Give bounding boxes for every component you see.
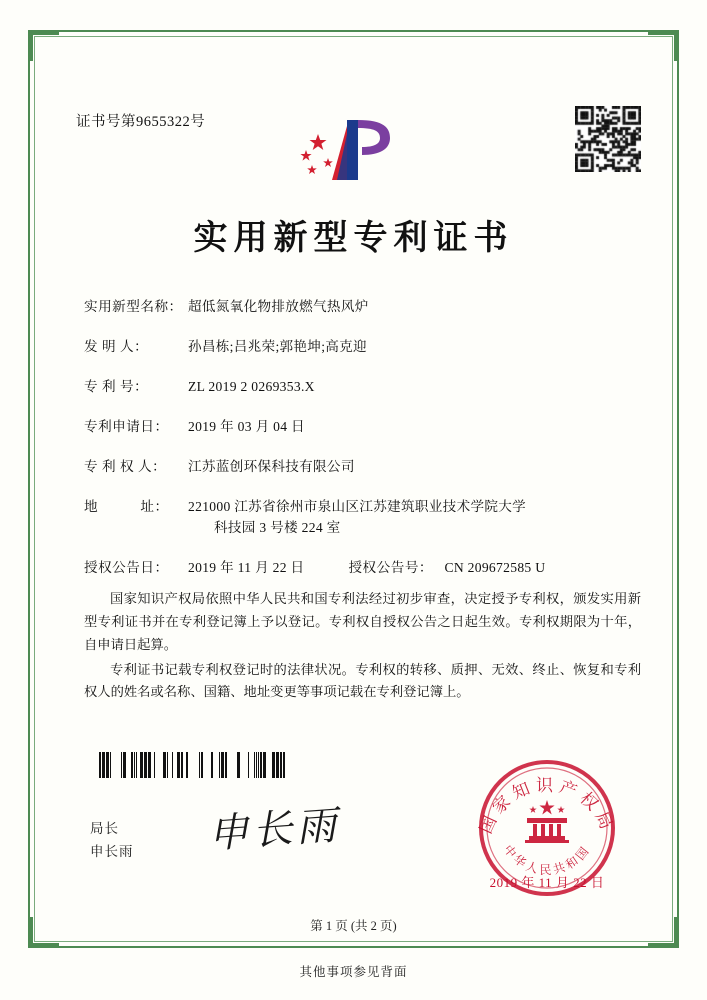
field-value: ZL 2019 2 0269353.X (188, 379, 315, 395)
field-inventors (84, 336, 637, 357)
field-patentee (84, 456, 637, 477)
legal-paragraph-2: 专利证书记载专利权登记时的法律状况。专利权的转移、质押、无效、终止、恢复和专利权人的姓名或名称、国籍、地址变更等事项记载在专利登记簿上。 (84, 661, 641, 700)
legal-paragraph-1: 国家知识产权局依照中华人民共和国专利法经过初步审查，决定授予专利权，颁发实用新型专利证书并在专利登记簿上予以登记。专利权自授权公告之日起生效。专利权期限为十年，自申请日起算。 (84, 591, 641, 652)
patent-office-emblem (0, 112, 707, 188)
field-label: 地 址： (84, 499, 169, 515)
field-value: 2019 年 11 月 22 日 (188, 560, 305, 576)
certificate-number: 证书号第9655322号 (76, 114, 206, 130)
director-handwritten-signature: 申长雨 (206, 802, 342, 858)
field-label: 专 利 权 人： (84, 459, 167, 475)
address-line-1: 221000 江苏省徐州市泉山区江苏建筑职业技术学院大学 (188, 499, 527, 515)
svg-text:国家知识产权局: 国家知识产权局 (476, 776, 618, 837)
field-utility-model-name (84, 296, 637, 317)
field-value: 2019 年 03 月 04 日 (188, 419, 305, 435)
page-number: 第 1 页 (共 2 页) (310, 919, 397, 933)
field-label: 发 明 人： (84, 339, 149, 355)
footer-note: 其他事项参见背面 (299, 965, 408, 979)
director-name: 申长雨 (90, 843, 134, 859)
corner-ornament-top-right (648, 30, 679, 61)
field-application-date (84, 416, 637, 437)
field-grant-number (348, 557, 545, 578)
address-line-2: 科技园 3 号楼 224 室 (214, 520, 341, 536)
field-address (84, 496, 637, 538)
field-label: 实用新型名称： (84, 299, 183, 314)
legal-text (84, 588, 641, 706)
svg-text:中华人民共和国: 中华人民共和国 (500, 842, 594, 877)
field-label: 专 利 号： (84, 379, 149, 395)
field-value (188, 496, 637, 538)
field-label: 专利申请日： (84, 419, 169, 435)
field-value: CN 209672585 U (444, 560, 546, 576)
page-title: 实用新型专利证书 (193, 220, 514, 257)
corner-ornament-top-left (28, 30, 59, 61)
field-value: 超低氮氧化物排放燃气热风炉 (188, 299, 369, 314)
director-label: 局长 (90, 821, 119, 836)
field-list (84, 296, 637, 598)
field-value: 孙昌栋;吕兆荣;郭艳坤;高克迎 (188, 339, 367, 355)
barcode (96, 752, 286, 778)
seal-date: 2019 年 11 月 22 日 (489, 875, 605, 890)
signature-block (90, 818, 134, 864)
field-label: 授权公告号： (348, 560, 434, 576)
field-patent-number (84, 376, 637, 397)
field-value: 江苏蓝创环保科技有限公司 (188, 459, 355, 475)
field-label: 授权公告日： (84, 560, 169, 576)
field-grant-date (84, 557, 304, 578)
field-grant-row (84, 557, 637, 578)
